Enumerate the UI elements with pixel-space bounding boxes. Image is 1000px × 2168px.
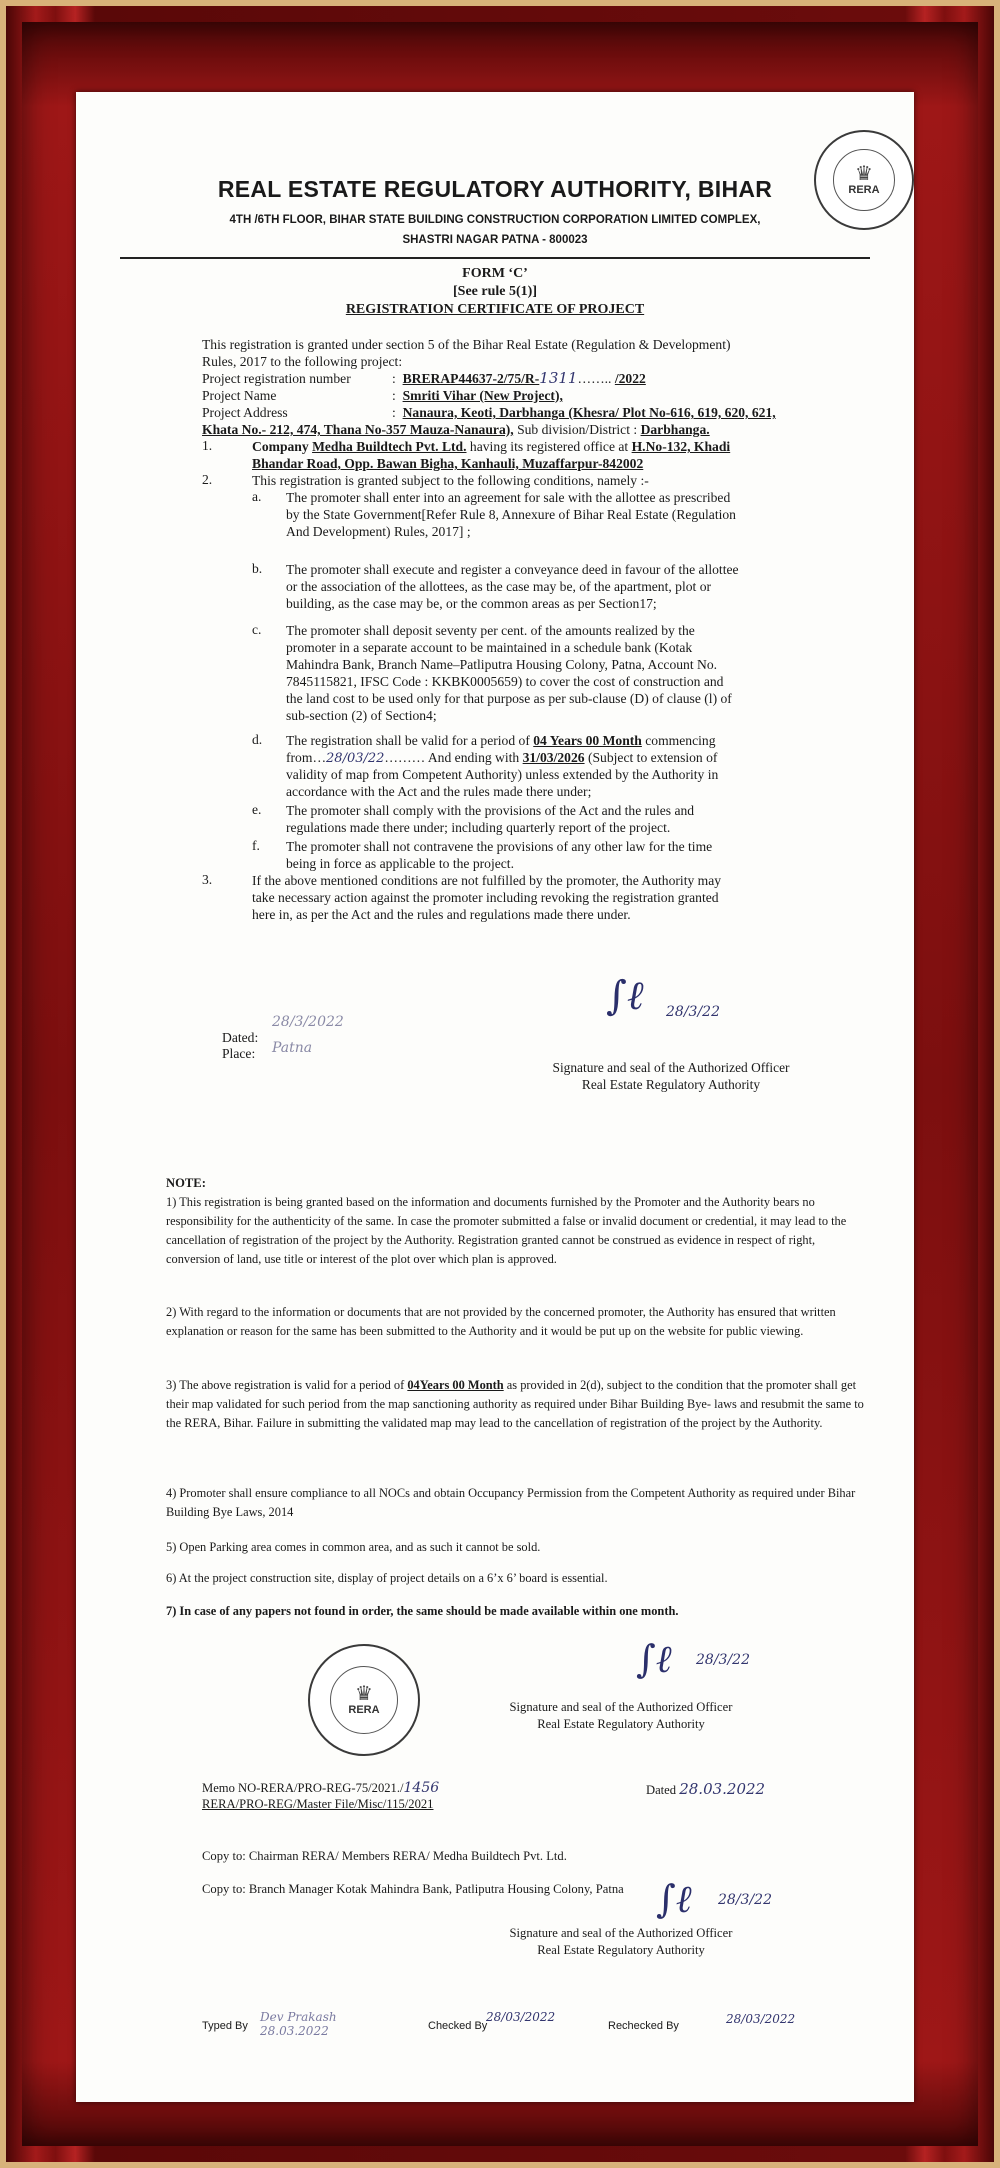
rechecked-by-label: Rechecked By xyxy=(608,2020,679,2032)
form-heading: REGISTRATION CERTIFICATE OF PROJECT xyxy=(345,302,645,317)
intro-line1: This registration is granted under section 5 of the Bihar Real Estate (Regulation & Development) xyxy=(202,337,731,352)
company-line1 xyxy=(252,438,730,455)
note-4: 4) Promoter shall ensure compliance to all NOCs and obtain Occupancy Permission from the Competent Authority as required under Bihar Building Bye Laws, 2014 xyxy=(166,1486,856,1519)
seal-label-2: RERA xyxy=(348,1703,380,1716)
cond-c-l5: the land cost to be used only for that purpose as per sub-clause (D) of clause (l) of xyxy=(286,691,732,706)
project-reg-row: : BRERAP44637-2/75/R-1311…….. /2022 xyxy=(392,369,646,387)
memo-dated-handwritten: 28.03.2022 xyxy=(679,1780,766,1798)
checked-by-handwritten: 28/03/2022 xyxy=(486,2010,556,2024)
cond-d-l4: accordance with the Act and the rules made there under; xyxy=(286,784,592,799)
authority-address-line1: 4TH /6TH FLOOR, BIHAR STATE BUILDING CONSTRUCTION CORPORATION LIMITED COMPLEX, xyxy=(229,214,761,226)
cond-a-l2: by the State Government[Refer Rule 8, Annexure of Bihar Real Estate (Regulation xyxy=(286,507,736,522)
company-line2 xyxy=(252,455,643,472)
note-5: 5) Open Parking area comes in common area, and as such it cannot be sold. xyxy=(166,1540,541,1554)
note-7: 7) In case of any papers not found in order, the same should be made available within one month. xyxy=(166,1604,679,1618)
cond-e-label: e. xyxy=(252,802,262,817)
dated-label: Dated: xyxy=(222,1030,259,1045)
note-3-b: as provided in 2(d), subject to the condition that the promoter shall get their map validated for such period from the map sanctioning authority as required under Bihar Building Bye- laws and resubmit the same to the RERA, Bihar. Failure in submitting the validated map may lead to the cancellation of registration of the project by the Authority. xyxy=(166,1378,864,1430)
project-name-row: : Smriti Vihar (New Project), xyxy=(392,388,563,403)
project-address-label: Project Address xyxy=(202,405,288,420)
project-reg-value: BRERAP44637-2/75/R- xyxy=(402,371,540,386)
project-subdivision-label: Sub division/District : xyxy=(513,422,641,437)
project-reg-year: /2022 xyxy=(614,371,646,386)
cond-d-text4: ……… And ending with xyxy=(384,750,523,765)
copy-to-1: Copy to: Chairman RERA/ Members RERA/ Medha Buildtech Pvt. Ltd. xyxy=(202,1849,567,1863)
dated-handwritten: 28/3/2022 xyxy=(272,1014,344,1030)
header-divider xyxy=(120,257,870,259)
item-2-num: 2. xyxy=(202,472,213,487)
company-address-part2: Bhandar Road, Opp. Bawan Bigha, Kanhauli, Muzaffarpur-842002 xyxy=(252,456,644,471)
cond-d-text1: The registration shall be valid for a period of xyxy=(286,733,534,748)
project-reg-handwritten: 1311 xyxy=(539,369,578,387)
rechecked-by-handwritten: 28/03/2022 xyxy=(726,2012,796,2026)
company-label: Company xyxy=(252,439,313,454)
cond-b-l3: building, as the case may be, or the common areas as per Section17; xyxy=(286,596,657,611)
cond-b-label: b. xyxy=(252,561,263,576)
authority-title: REAL ESTATE REGULATORY AUTHORITY, BIHAR xyxy=(217,176,773,202)
cond-b-l2: or the association of the allottees, as the case may be, of the apartment, plot or xyxy=(286,579,712,594)
cond-d-l1 xyxy=(286,732,716,749)
company-office-text: having its registered office at xyxy=(466,439,632,454)
sig2-line1: Signature and seal of the Authorized Officer xyxy=(509,1700,733,1714)
cond-f-l2: being in force as applicable to the project. xyxy=(286,856,514,871)
memo-line2: RERA/PRO-REG/Master File/Misc/115/2021 xyxy=(202,1797,434,1811)
typed-by-handwritten: Dev Prakash 28.03.2022 xyxy=(260,2010,337,2038)
memo-number: Memo NO-RERA/PRO-REG-75/2021./ xyxy=(202,1781,404,1795)
cond-f-l1: The promoter shall not contravene the provisions of any other law for the time xyxy=(286,839,713,854)
item-1-num: 1. xyxy=(202,438,213,453)
note-3 xyxy=(166,1376,866,1433)
sig2-line2: Real Estate Regulatory Authority xyxy=(537,1717,705,1731)
sig3-line1: Signature and seal of the Authorized Officer xyxy=(509,1926,733,1940)
clause3-l2: take necessary action against the promoter including revoking the registration granted xyxy=(252,890,719,905)
place-label: Place: xyxy=(222,1046,256,1061)
sig1-line2: Real Estate Regulatory Authority xyxy=(581,1077,761,1092)
seal-inner xyxy=(833,149,895,211)
project-reg-label: Project registration number xyxy=(202,371,351,386)
memo-line1 xyxy=(202,1780,439,1796)
cond-d-from: from xyxy=(286,750,313,765)
typed-by-label: Typed By xyxy=(202,2020,248,2032)
conditions-intro: This registration is granted subject to the following conditions, namely :- xyxy=(252,473,649,488)
signature-1-date: 28/3/22 xyxy=(666,1004,720,1020)
cond-b-l1: The promoter shall execute and register a conveyance deed in favour of the allottee xyxy=(286,562,739,577)
project-name-label: Project Name xyxy=(202,388,277,403)
signature-3: ∫ℓ xyxy=(656,1877,692,1921)
cond-d-from-handwritten: 28/03/22 xyxy=(326,751,385,766)
cond-d-text5: (Subject to extension of xyxy=(584,750,718,765)
sig1-line1: Signature and seal of the Authorized Officer xyxy=(552,1060,790,1075)
certificate-document xyxy=(76,92,914,2102)
signature-2-date: 28/3/22 xyxy=(696,1652,750,1668)
rera-seal-bottom xyxy=(308,1644,420,1756)
project-district: Darbhanga. xyxy=(640,422,710,437)
checked-by-label: Checked By xyxy=(428,2020,488,2032)
cond-d-l2: from…28/03/22……… And ending with 31/03/2026 (Subject to extension of xyxy=(286,750,718,766)
form-rule: [See rule 5(1)] xyxy=(453,284,537,299)
cond-c-l3: Mahindra Bank, Branch Name–Patliputra Housing Colony, Patna, Account No. xyxy=(286,657,718,672)
item-3-num: 3. xyxy=(202,872,213,887)
cond-d-l3: validity of map from Competent Authority) unless extended by the Authority in xyxy=(286,767,719,782)
memo-dated xyxy=(646,1780,765,1798)
emblem-icon: ♛ xyxy=(855,162,873,185)
clause3-l1: If the above mentioned conditions are not fulfilled by the promoter, the Authority may xyxy=(252,873,722,888)
note-1: 1) This registration is being granted based on the information and documents furnished by the Promoter and the Authority bears no responsibility for the authenticity of the same. In case the promoter submitted a false or invalid document or credential, it may lead to the cancellation of registration of the project by the Authority. Registration granted cannot be construed as evidence in respect of right, conversion of land, use title or interest of the plot over which plan is approved. xyxy=(166,1195,847,1266)
place-handwritten: Patna xyxy=(272,1040,313,1056)
project-address-row2 xyxy=(202,421,710,438)
copy-to-2: Copy to: Branch Manager Kotak Mahindra Bank, Patliputra Housing Colony, Patna xyxy=(202,1882,624,1896)
cond-f-label: f. xyxy=(252,838,260,853)
seal-label: RERA xyxy=(848,183,880,196)
intro-line2: Rules, 2017 to the following project: xyxy=(202,354,403,369)
cond-e-l2: regulations made there under; including quarterly report of the project. xyxy=(286,820,671,835)
cond-a-l1: The promoter shall enter into an agreement for sale with the allottee as prescribed xyxy=(286,490,731,505)
memo-handwritten: 1456 xyxy=(403,1780,440,1796)
form-name: FORM ‘C’ xyxy=(462,266,528,281)
authority-address-line2: SHASTRI NAGAR PATNA - 800023 xyxy=(402,234,588,246)
note-2: 2) With regard to the information or documents that are not provided by the concerned promoter, the Authority has ensured that written explanation or reason for the same has been submitted to the Authority and it would be put up on the website for public viewing. xyxy=(166,1305,836,1338)
note-6: 6) At the project construction site, display of project details on a 6’x 6’ board is essential. xyxy=(166,1571,608,1585)
project-name-value: Smriti Vihar (New Project), xyxy=(402,388,563,403)
cond-d-end-date: 31/03/2026 xyxy=(522,750,585,765)
project-address-value1: Nanaura, Keoti, Darbhanga (Khesra/ Plot No-616, 619, 620, 621, xyxy=(402,405,776,420)
memo-dated-label: Dated xyxy=(646,1783,680,1797)
clause3-l3: here in, as per the Act and the rules and regulations made there under. xyxy=(252,907,631,922)
signature-2: ∫ℓ xyxy=(636,1637,672,1681)
company-address-part1: H.No-132, Khadi xyxy=(631,439,731,454)
cond-c-l2: promoter in a separate account to be maintained in a schedule bank (Kotak xyxy=(286,640,693,655)
note-3-period: 04Years 00 Month xyxy=(407,1378,504,1392)
rera-seal-top xyxy=(814,130,914,230)
cond-c-label: c. xyxy=(252,622,262,637)
note-heading: NOTE: xyxy=(166,1176,206,1190)
cond-c-l6: sub-section (2) of Section4; xyxy=(286,708,437,723)
emblem-icon-2: ♛ xyxy=(355,1682,373,1705)
cond-a-l3: And Development) Rules, 2017] ; xyxy=(286,524,471,539)
cond-c-l1: The promoter shall deposit seventy per cent. of the amounts realized by the xyxy=(286,623,695,638)
cond-c-l4: 7845115821, IFSC Code : KKBK0005659) to cover the cost of construction and xyxy=(286,674,724,689)
project-address-value2: Khata No.- 212, 474, Thana No-357 Mauza-Nanaura), xyxy=(202,422,514,437)
signature-1: ∫ℓ xyxy=(606,973,644,1019)
cond-d-label: d. xyxy=(252,732,263,747)
cond-e-l1: The promoter shall comply with the provisions of the Act and the rules and xyxy=(286,803,695,818)
sig3-line2: Real Estate Regulatory Authority xyxy=(537,1943,705,1957)
cond-a-label: a. xyxy=(252,489,262,504)
note-3-a: 3) The above registration is valid for a period of xyxy=(166,1378,408,1392)
project-address-row: : Nanaura, Keoti, Darbhanga (Khesra/ Plot No-616, 619, 620, 621, xyxy=(392,405,776,420)
seal-inner-2 xyxy=(330,1666,399,1735)
cond-d-period: 04 Years 00 Month xyxy=(533,733,642,748)
company-name: Medha Buildtech Pvt. Ltd. xyxy=(312,439,467,454)
signature-3-date: 28/3/22 xyxy=(718,1892,772,1908)
cond-d-text2: commencing xyxy=(641,733,716,748)
